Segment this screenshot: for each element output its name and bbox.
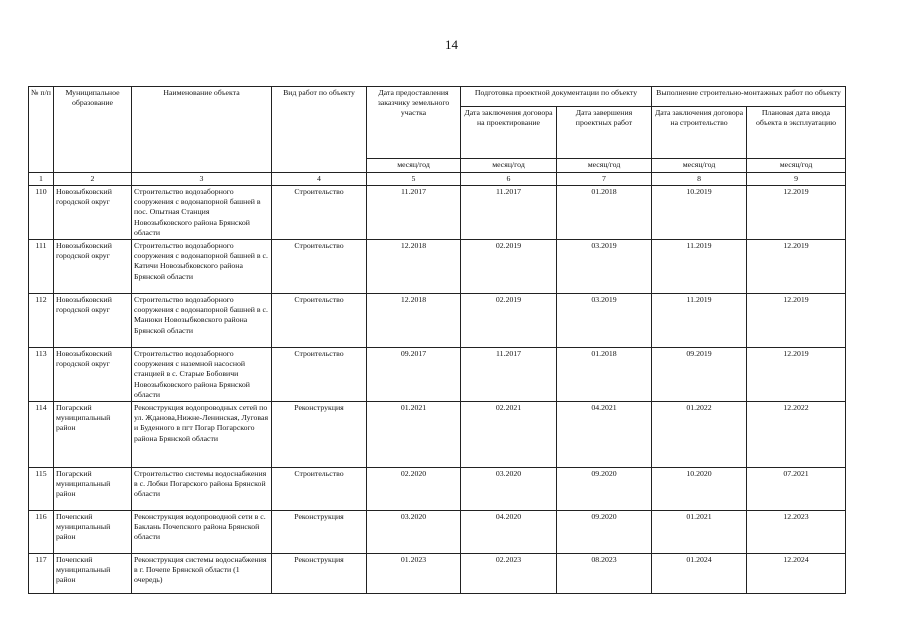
unit-label: месяц/год: [367, 159, 461, 173]
row-num: 117: [29, 554, 54, 594]
row-design-completion: 01.2018: [557, 348, 652, 402]
row-design-contract: 02.2021: [461, 402, 557, 468]
row-build-contract: 11.2019: [652, 240, 747, 294]
column-number: 9: [747, 173, 846, 186]
unit-label: месяц/год: [747, 159, 846, 173]
row-build-contract: 01.2022: [652, 402, 747, 468]
row-land-date: 12.2018: [367, 294, 461, 348]
row-land-date: 01.2023: [367, 554, 461, 594]
row-build-contract: 11.2019: [652, 294, 747, 348]
row-work-type: Строительство: [272, 348, 367, 402]
row-design-contract: 02.2019: [461, 294, 557, 348]
row-num: 116: [29, 511, 54, 554]
row-build-contract: 10.2020: [652, 468, 747, 511]
row-commissioning: 12.2022: [747, 402, 846, 468]
row-object: Строительство водозаборного сооружения с водонапорной башней в с. Катичи Новозыбковского района Брянской области: [132, 240, 272, 294]
row-work-type: Строительство: [272, 186, 367, 240]
row-municipality: Погарский муниципальный район: [54, 468, 132, 511]
row-commissioning: 12.2019: [747, 186, 846, 240]
table-row: [29, 402, 846, 468]
row-design-contract: 11.2017: [461, 186, 557, 240]
row-municipality: Почепский муниципальный район: [54, 511, 132, 554]
row-design-contract: 04.2020: [461, 511, 557, 554]
row-design-completion: 08.2023: [557, 554, 652, 594]
row-object: Строительство водозаборного сооружения с водонапорной башней в пос. Опытная Станция Новозыбковского района Брянской области: [132, 186, 272, 240]
row-commissioning: 12.2023: [747, 511, 846, 554]
page-number: 14: [445, 37, 458, 52]
row-object: Строительство водозаборного сооружения с наземной насосной станцией в с. Старые Бобовичи Новозыбковского района Брянской области: [132, 348, 272, 402]
header-land-date: Дата предоставления заказчику земельного участка: [367, 87, 461, 159]
column-number: 3: [132, 173, 272, 186]
row-num: 114: [29, 402, 54, 468]
column-number: 8: [652, 173, 747, 186]
row-land-date: 01.2021: [367, 402, 461, 468]
table-row: [29, 468, 846, 511]
row-num: 113: [29, 348, 54, 402]
row-municipality: Новозыбковский городской округ: [54, 294, 132, 348]
row-design-contract: 02.2023: [461, 554, 557, 594]
table-row: [29, 186, 846, 240]
row-work-type: Строительство: [272, 240, 367, 294]
row-object: Реконструкция водопроводных сетей по ул. Жданова,Нижне-Ленинская, Луговая и Буденного в пгт Погар Погарского района Брянской области: [132, 402, 272, 468]
row-work-type: Реконструкция: [272, 554, 367, 594]
table-row: [29, 294, 846, 348]
row-num: 111: [29, 240, 54, 294]
column-number: 1: [29, 173, 54, 186]
header-build-contract: Дата заключения договора на строительство: [652, 107, 747, 159]
object-schedule-table: [28, 86, 846, 594]
row-design-contract: 03.2020: [461, 468, 557, 511]
header-commissioning: Плановая дата ввода объекта в эксплуатацию: [747, 107, 846, 159]
row-design-completion: 01.2018: [557, 186, 652, 240]
row-design-completion: 03.2019: [557, 294, 652, 348]
column-number-row: [29, 173, 846, 186]
column-number: 6: [461, 173, 557, 186]
row-build-contract: 10.2019: [652, 186, 747, 240]
row-land-date: 09.2017: [367, 348, 461, 402]
row-land-date: 02.2020: [367, 468, 461, 511]
table-row: [29, 348, 846, 402]
row-commissioning: 12.2019: [747, 240, 846, 294]
row-municipality: Новозыбковский городской округ: [54, 186, 132, 240]
row-build-contract: 09.2019: [652, 348, 747, 402]
row-municipality: Новозыбковский городской округ: [54, 240, 132, 294]
row-work-type: Строительство: [272, 468, 367, 511]
unit-label: месяц/год: [461, 159, 557, 173]
header-design-contract: Дата заключения договора на проектирование: [461, 107, 557, 159]
row-object: Строительство водозаборного сооружения с водонапорной башней в с. Манюки Новозыбковского района Брянской области: [132, 294, 272, 348]
row-municipality: Почепский муниципальный район: [54, 554, 132, 594]
row-work-type: Реконструкция: [272, 511, 367, 554]
column-number: 5: [367, 173, 461, 186]
table-row: [29, 511, 846, 554]
row-object: Строительство системы водоснабжения в с. Лобки Погарского района Брянской области: [132, 468, 272, 511]
header-num: № п/п: [29, 87, 54, 173]
table-row: [29, 554, 846, 594]
header-design-completion: Дата завершения проектных работ: [557, 107, 652, 159]
column-number: 2: [54, 173, 132, 186]
header-group-design: Подготовка проектной документации по объекту: [461, 87, 652, 107]
row-design-completion: 09.2020: [557, 468, 652, 511]
row-design-contract: 11.2017: [461, 348, 557, 402]
table-row: [29, 240, 846, 294]
unit-label: месяц/год: [652, 159, 747, 173]
row-num: 112: [29, 294, 54, 348]
header-work-type: Вид работ по объекту: [272, 87, 367, 173]
header-object: Наименование объекта: [132, 87, 272, 173]
row-num: 115: [29, 468, 54, 511]
row-object: Реконструкция системы водоснабжения в г. Почепе Брянской области (1 очередь): [132, 554, 272, 594]
row-design-completion: 03.2019: [557, 240, 652, 294]
row-commissioning: 12.2019: [747, 348, 846, 402]
row-commissioning: 12.2019: [747, 294, 846, 348]
row-build-contract: 01.2021: [652, 511, 747, 554]
row-build-contract: 01.2024: [652, 554, 747, 594]
row-municipality: Новозыбковский городской округ: [54, 348, 132, 402]
unit-label: месяц/год: [557, 159, 652, 173]
row-object: Реконструкция водопроводной сети в с. Баклань Почепского района Брянской области: [132, 511, 272, 554]
row-num: 110: [29, 186, 54, 240]
header-municipality: Муниципальное образование: [54, 87, 132, 173]
row-design-completion: 04.2021: [557, 402, 652, 468]
row-design-completion: 09.2020: [557, 511, 652, 554]
row-land-date: 12.2018: [367, 240, 461, 294]
row-land-date: 11.2017: [367, 186, 461, 240]
row-work-type: Реконструкция: [272, 402, 367, 468]
row-commissioning: 12.2024: [747, 554, 846, 594]
row-municipality: Погарский муниципальный район: [54, 402, 132, 468]
row-commissioning: 07.2021: [747, 468, 846, 511]
row-land-date: 03.2020: [367, 511, 461, 554]
row-design-contract: 02.2019: [461, 240, 557, 294]
column-number: 7: [557, 173, 652, 186]
header-group-construction: Выполнение строительно-монтажных работ по объекту: [652, 87, 846, 107]
row-work-type: Строительство: [272, 294, 367, 348]
column-number: 4: [272, 173, 367, 186]
